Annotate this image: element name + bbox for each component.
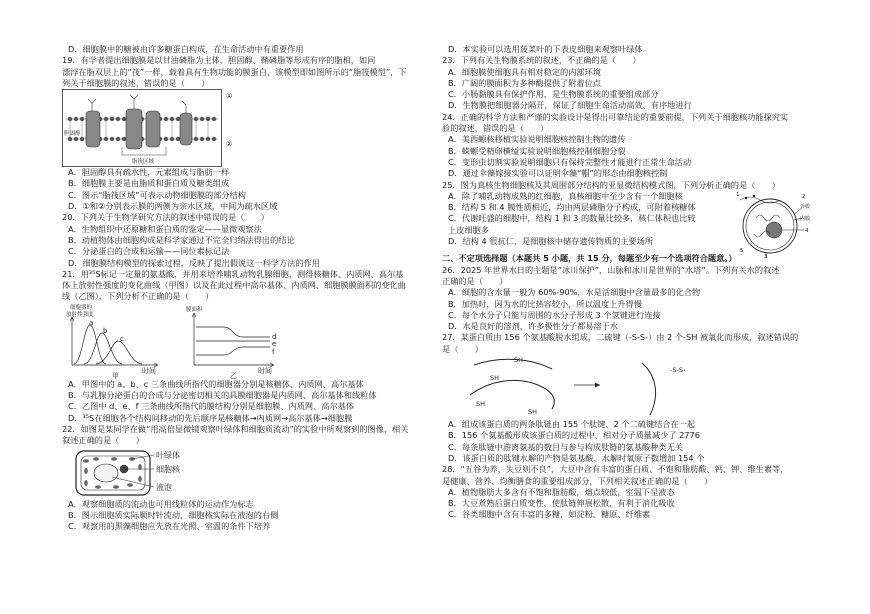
q24-option-a: A．美西螈核移植实验说明细胞核控制生物的遗传 [448, 134, 626, 145]
sh-label-1: SH [514, 356, 524, 365]
chart-yi [184, 303, 294, 379]
q26-option-c: C．每个水分子只能与周围的水分子形成 3 个氢键进行连接 [448, 309, 661, 320]
q23-option-c: C．小肠黏膜具有保护作用，是生物膜系统的重要组成部分 [448, 89, 659, 100]
nucleus-label-5: 5 [740, 247, 744, 254]
q23-option-d: D．生物膜把细胞器分隔开，保证了细胞生命活动高效、有序地进行 [448, 100, 692, 111]
question-28 [442, 464, 812, 520]
q22-option-b: B．图示细胞质实际顺时针流动，细胞核实际在液泡的右侧 [68, 509, 279, 520]
disulfide-label: -S-S- [670, 366, 686, 375]
q28-option-c: C．谷类细胞中含有丰富的多糖，如淀粉、糖原、纤维素 [448, 509, 651, 520]
yi-curve-f [196, 347, 270, 355]
question-24 [442, 112, 812, 180]
jia-curve-a [74, 325, 106, 364]
lipid-raft-figure [62, 89, 434, 167]
jia-curve-b [84, 333, 122, 364]
q27-line-2: 是（ ） [442, 343, 483, 354]
q25-option-d: D．结构 4 很抗仁，是细胞核中储存遗传物质的主要场所 [448, 236, 654, 247]
sh-label-3: SH [476, 400, 486, 409]
jia-caption: 甲 [112, 371, 119, 380]
q20-stem: 20．下列关于生物学研究方法的叙述中错误的是（ ） [62, 212, 269, 223]
q26-option-a: A．细胞的含水量一般为 60%-90%，水是活细胞中含量最多的化合物 [448, 287, 701, 298]
q26-option-b: B．加热时，因为水的比热容较小，所以温度上升得慢 [448, 298, 642, 309]
q28-line-2: 是健康、营养、均衡膳食的重要组成部分，下列相关叙述正确的是（ ） [442, 475, 713, 486]
nucleus-figure [738, 190, 812, 260]
q19-options [62, 167, 434, 212]
section-2-heading: 二、不定项选择题（本题共 5 小题，共 15 分，每题至少有一个选项符合题意。） [442, 253, 737, 264]
nucleus-label-4: 4 [805, 227, 809, 234]
question-26 [442, 265, 812, 333]
question-22 [62, 424, 434, 447]
nucleus-label-inner: 内膜 [800, 215, 811, 222]
q19-line-1: 19．有学者提出细胞膜是以甘油磷脂为主体，胆固醇、鞘磷脂等形成有序的脂相，如同 [62, 55, 376, 66]
yi-curve-label-f: f [272, 347, 275, 356]
q24-line-2: 验的叙述，错误的是（ ） [442, 123, 549, 134]
q22-line-2: 叙述正确的是（ ） [62, 435, 144, 446]
jia-ylabel-a: 细胞器的 [70, 304, 93, 311]
q28-option-a: A．植物脂肪大多含有不饱和脂肪酸，熔点较低，室温下呈液态 [448, 486, 675, 497]
q25-option-b: B．结构 5 和 4 膜性质相近，均由两层磷脂分子构成，可附着核糖体 [448, 202, 696, 213]
q20-option-c: C．分泌蛋白的合成和运输——同位素标记法 [68, 246, 230, 257]
q19-option-d: D．①和②分别表示膜的两侧为亲水区域，中间为疏水区域 [68, 201, 278, 212]
q21-option-c: C．乙图中 d、e、f 三条曲线所指代的膜结构分别是细胞膜、内质网、高尔基体 [68, 401, 355, 412]
q21-line-3: 线（乙图），下列分析不正确的是（ ） [62, 291, 214, 302]
q26-line-1: 26．2025 年世界水日的主题是“冰川保护”，山脉和冰川是世界的“水塔”。下列有关水的叙述 [442, 264, 780, 275]
sh-label-2: SH [490, 374, 500, 383]
yi-caption: 乙 [230, 371, 237, 380]
q28-option-b: B．大豆煮熟后蛋白质变性，使肽链伸展松散，有利于消化吸收 [448, 498, 675, 509]
cell-figure [62, 447, 434, 499]
q25-options [442, 191, 732, 247]
cell-label-vacuole: 液泡 [156, 482, 172, 492]
protein-chain-top [474, 359, 552, 369]
protein-diagram [442, 355, 812, 419]
q25-option-c-cont: 上皮细胞多 [448, 224, 489, 235]
q26-option-d: D．水是良好的溶剂，许多极性分子都易溶于水 [448, 321, 619, 332]
cell-label-nucleus: 细胞核 [156, 464, 180, 474]
nucleus-label-outer: 外膜 [800, 203, 811, 210]
nucleus-label-1: 1 [736, 191, 740, 198]
q25-option-c: C．代谢旺盛的细胞中，结构 1 和 3 的数量比较多，核仁体积也比较 [448, 213, 696, 224]
q22-line-1: 22．如图是某同学在做“用高倍显微镜观察叶绿体和细胞质流动”的实验中所观察到的图像，相关 [62, 423, 409, 434]
q24-option-b: B．蝾螈受精卵横缢实验说明细胞核控制细胞分裂 [448, 145, 626, 156]
q19-option-c: C．图示“脂筏区域”可表示动物细胞膜的部分结构 [68, 189, 246, 200]
question-23 [442, 55, 812, 111]
lipid-raft-diagram [62, 89, 222, 167]
q27-option-c: C．每条肽链中游离氨基的数目与参与构成肽链的氨基酸种类无关 [448, 441, 683, 452]
q21-option-b: B．与乳腺分泌蛋白的合成与分泌密切相关的具膜细胞器是内质网、高尔基体和线粒体 [68, 390, 377, 401]
jia-curve-label-a: a [89, 318, 94, 327]
q21-line-2: 体上放射性强度的变化曲线（甲图）以及在此过程中高尔基体、内质网、细胞膜膜面积的变化曲 [62, 280, 406, 291]
nucleus-label-3: 3 [764, 253, 768, 260]
q19-option-a: A．胆固醇具有疏水性，元素组成与脂肪一样 [68, 167, 230, 178]
question-19 [62, 55, 434, 89]
q20-option-a: A．生物组织中还原糖和蛋白质的鉴定——显微观察法 [68, 223, 262, 234]
fig19-label-raft: 脂筏区域 [132, 159, 155, 166]
protein-figure [442, 355, 812, 419]
yi-ylabel: 膜面积 [186, 306, 203, 313]
chart-jia [62, 303, 172, 379]
jia-ylabel-b: 放射性强度 [66, 311, 94, 318]
sh-label-4: SH [528, 408, 538, 417]
q19-line-3: 列关于细胞膜的叙述，错误的是（ ） [62, 77, 210, 88]
question-27 [442, 332, 812, 355]
q21-option-d: D．³⁵S在细胞各个结构间移动的先后顺序是核糖体→内质网→高尔基体→细胞膜 [68, 412, 353, 423]
fig19-label-1: ① [226, 92, 233, 101]
jia-curve-c [96, 341, 142, 364]
q28-line-1: 28．“五谷为养，失豆则不良”，大豆中含有丰富的蛋白质、不饱和脂肪酸、钙、钾、维生素等， [442, 464, 789, 475]
q21-figures [62, 303, 434, 379]
q27-line-1: 27．某蛋白质由 156 个氨基酸脱水组成，二硫键（-S-S-）由 2 个-SH 被氧化而形成，叙述错误的 [442, 332, 799, 343]
q21-line-1: 21．用³⁵S标记一定量的氨基酸，并用来培养哺乳动物乳腺细胞，测得核糖体、内质网、高尔基 [62, 268, 404, 279]
q19-option-b: B．细胞膜主要是由脂质和蛋白质及糖类组成 [68, 178, 230, 189]
q25-option-a: A．除了哺乳动物成熟的红细胞，真核细胞中至少含有一个细胞核 [448, 190, 683, 201]
q24-line-1: 24．正确的科学方法和严谨的实验设计是得出可靠结论的重要前提，下列关于细胞核功能探究实 [442, 111, 789, 122]
question-21 [62, 269, 434, 303]
prev-option-d: D．细胞膜中的糖被由许多糖蛋白构成，在生命活动中有重要作用 [68, 44, 304, 54]
yi-plot [184, 303, 294, 379]
fig19-label-chol: 胆固醇 [64, 131, 81, 138]
right-column [442, 44, 812, 521]
q19-line-2: 漂浮在脂双层上的“筏”一样，载着具有生物功能的膜蛋白，该模型即如图所示的“脂筏模型”，下 [62, 66, 407, 77]
q24-option-d: D．通过伞藻嫁接实验可以证明伞藻“帽”的形态由细胞核控制 [448, 168, 668, 179]
cell-label-chloroplast: 叶绿体 [156, 450, 180, 460]
yi-xlabel: 时间 [258, 366, 272, 375]
jia-curve-label-c: c [120, 334, 124, 343]
prev-option-d-right: D．本实验可以选用菠菜叶的下表皮细胞来观察叶绿体 [448, 44, 643, 54]
q27-option-d: D．该蛋白质的肽键水解的产物是氨基酸，水解时氧原子数增加 154 个 [448, 452, 705, 463]
q27-option-a: A．组成该蛋白质的两条肽链由 155 个肽键、2 个二硫键结合在一起 [448, 419, 696, 430]
q21-option-a: A．甲图中的 a、b、c 三条曲线所指代的细胞器分别是核糖体、内质网、高尔基体 [68, 378, 364, 389]
q23-stem: 23．下列有关生物膜系统的叙述，不正确的是（ ） [442, 55, 641, 66]
q24-option-c: C．变形虫切割实验说明细胞只有保持完整性才能进行正常生命活动 [448, 156, 692, 167]
q22-option-c: C．观察用的黑藻细胞应先放在光照、室温的条件下培养 [68, 521, 271, 532]
q23-option-a: A．细胞膜使细胞具有相对稳定的内部环境 [448, 66, 601, 77]
q25-stem: 25．图为真核生物细胞核及其周围部分结构的亚显微结构模式图，下列分析正确的是（ ） [442, 179, 780, 190]
nucleus-label-2: 2 [802, 193, 806, 200]
question-20 [62, 212, 434, 268]
protein-chain-folded [642, 363, 656, 415]
jia-xlabel: 时间 [142, 366, 156, 375]
q20-option-b: B．动植物体由细胞构成是科学家通过不完全归纳法得出的结论 [68, 234, 295, 245]
q23-option-b: B．广阔的膜面积为多种酶提供了附着位点 [448, 77, 601, 88]
q20-option-d: D．细胞膜结构模型的探索过程，反映了提出假说这一科学方法的作用 [68, 257, 320, 268]
q27-options [442, 419, 812, 464]
jia-curve-label-b: b [103, 326, 108, 335]
left-column [62, 44, 434, 532]
q27-option-b: B．156 个氨基酸形成该蛋白质的过程中，相对分子质量减少了 2776 [448, 430, 700, 441]
q22-option-a: A．观察细胞质的流动也可用线粒体的运动作为标志 [68, 498, 254, 509]
q26-line-2: 正确的是（ ） [442, 275, 508, 286]
fig19-label-2: ② [226, 140, 233, 149]
plant-cell-diagram [62, 447, 202, 499]
yi-curve-d [196, 327, 270, 337]
q21-options [62, 379, 434, 424]
yi-curve-label-d: d [272, 332, 277, 341]
q22-options [62, 499, 434, 533]
yi-curve-label-e: e [272, 339, 277, 348]
